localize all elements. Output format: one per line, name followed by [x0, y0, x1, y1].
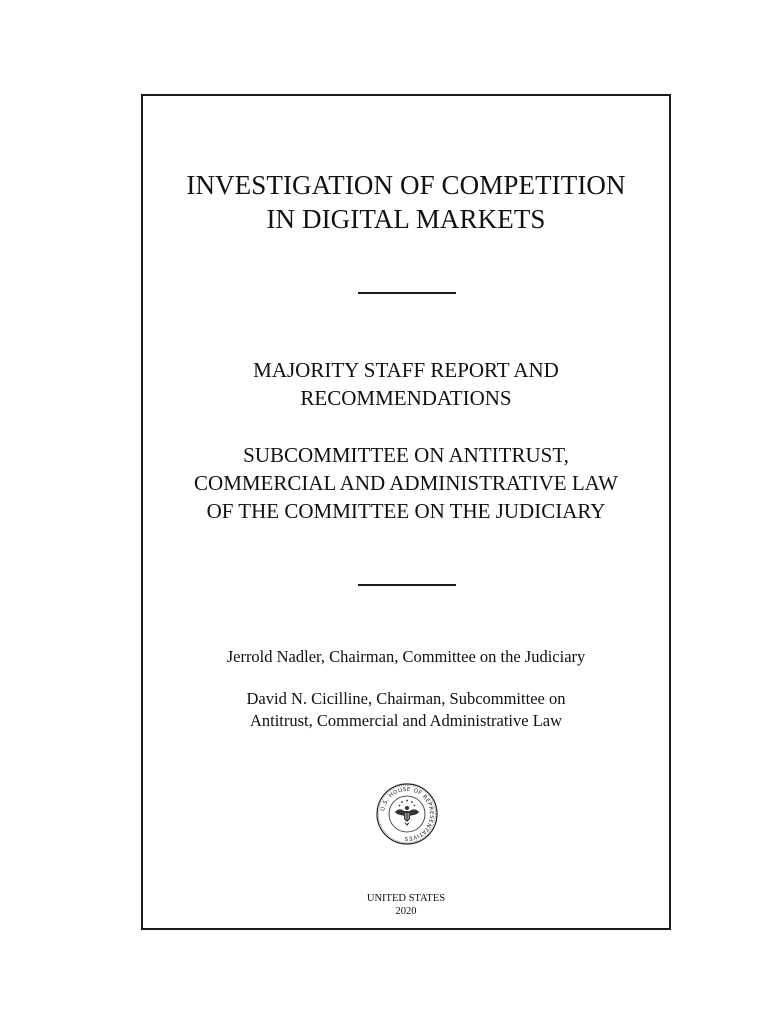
- subcommittee-line-1: SUBCOMMITTEE ON ANTITRUST,: [243, 443, 569, 467]
- publisher-label: UNITED STATES: [366, 893, 446, 904]
- publication-year: 2020: [395, 906, 417, 917]
- report-type: [143, 356, 669, 412]
- house-seal-icon: [375, 782, 439, 846]
- divider-rule: [358, 292, 456, 294]
- title-line-2: IN DIGITAL MARKETS: [266, 204, 546, 234]
- subcommittee-chairman-line-2: Antitrust, Commercial and Administrative Law: [249, 711, 563, 730]
- subcommittee-name: [143, 441, 669, 525]
- committee-chairman-text: Jerrold Nadler, Chairman, Committee on the Judiciary: [226, 647, 586, 666]
- subcommittee-line-2: COMMERCIAL AND ADMINISTRATIVE LAW: [194, 471, 618, 495]
- svg-text:U.S. HOUSE OF REPRESENTATIVES: U.S. HOUSE OF REPRESENTATIVES: [380, 786, 435, 842]
- subcommittee-chairman-line-1: David N. Cicilline, Chairman, Subcommittee on: [246, 689, 566, 708]
- cover-page: [141, 94, 671, 930]
- title-line-1: INVESTIGATION OF COMPETITION: [186, 170, 626, 200]
- divider-rule: [358, 584, 456, 586]
- subcommittee-line-3: OF THE COMMITTEE ON THE JUDICIARY: [206, 499, 606, 523]
- report-type-line-2: RECOMMENDATIONS: [300, 386, 512, 410]
- publication-info: [143, 892, 669, 918]
- committee-chairman: [143, 646, 669, 668]
- report-title: [143, 168, 669, 236]
- report-type-line-1: MAJORITY STAFF REPORT AND: [253, 358, 559, 382]
- subcommittee-chairman: [143, 688, 669, 732]
